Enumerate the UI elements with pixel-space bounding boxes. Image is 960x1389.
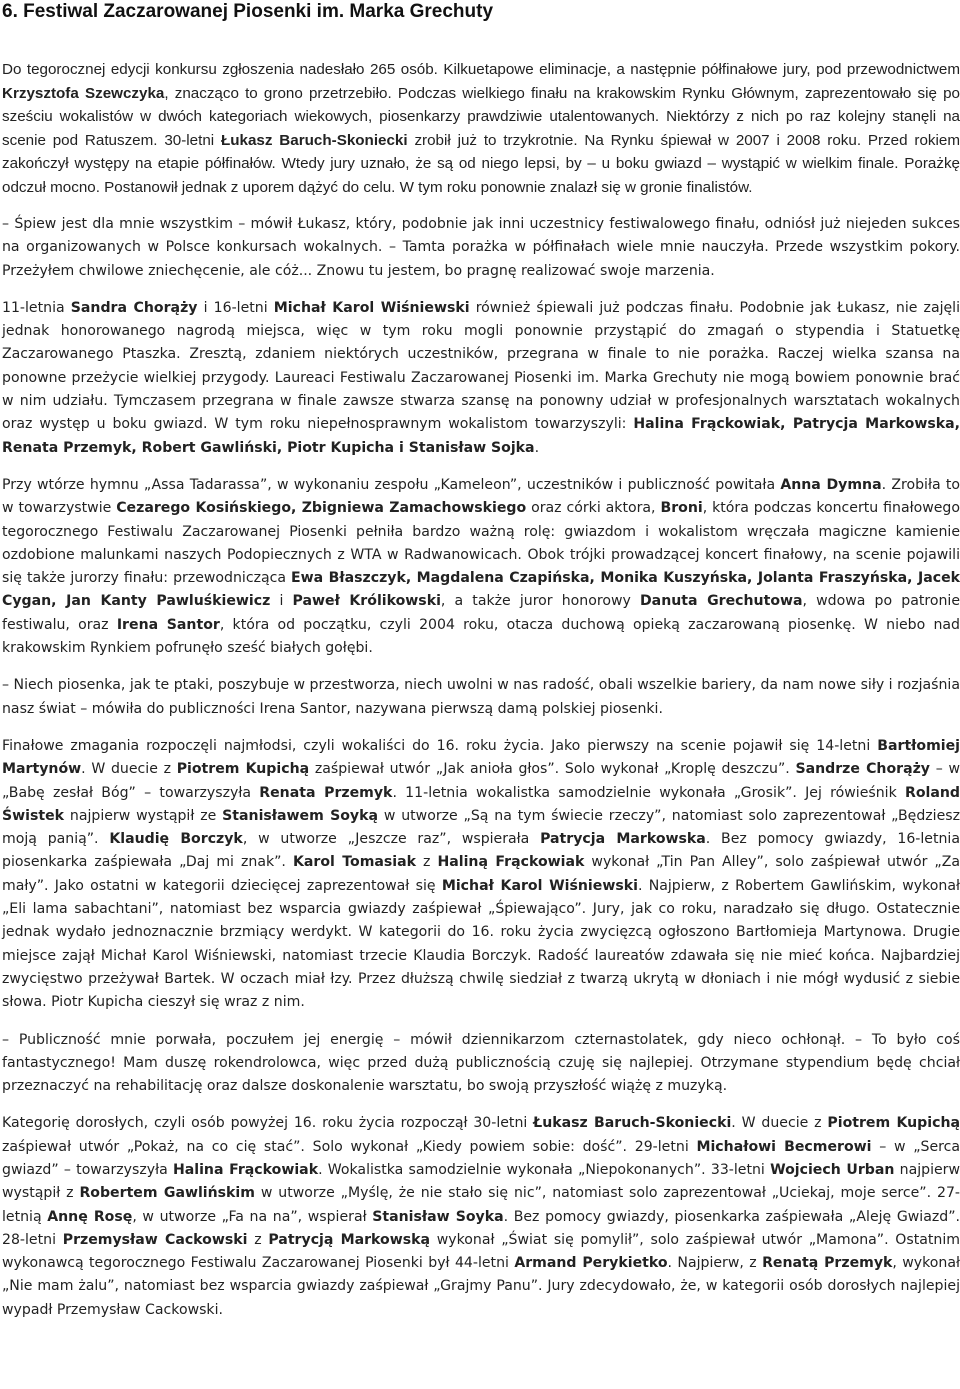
text-run: Kategorię dorosłych, czyli osób powyżej 16. roku życia rozpoczął 30-letni: [2, 1115, 534, 1132]
text-run: – w „Serca gwiazd” – towarzyszyła: [2, 1138, 960, 1178]
text-run: . Najpierw, z Robertem Gawlińskim, wykonał „Eli lama sabachtani”, natomiast bez wsparcia gwiazdy zaśpiewał „Śpiewająco”. Jury, jak co roku, naradzało się długo. Ostatecznie jednak wydało jednoznacznie brzmiący werdykt. W kategorii do 16. roku życia zwycięzcą ogłoszono Bartłomieja Martynowa. Drugie miejsce zajął Michał Karol Wiśniewski, natomiast trzecie Klaudia Borczyk. Radość laureatów zdawała się nie mieć końca. Najbardziej zwycięstwo przeżywał Bartek. W oczach miał łzy. Przez dłuższą chwilę siedział z twarzą ukrytą w dłoniach i nie mógł wydusić z siebie słowa. Piotr Kupicha cieszył się wraz z nim.: [2, 877, 960, 1011]
bold-name: Broni: [660, 500, 703, 517]
paragraph: [2, 1029, 960, 1099]
text-run: . Najpierw, z: [667, 1255, 763, 1272]
paragraph: [2, 674, 960, 721]
text-run: , wdowa po patronie festiwalu, oraz: [2, 593, 960, 633]
text-run: 11-letnia: [2, 299, 71, 316]
bold-name: Renatą Przemyk: [762, 1255, 893, 1272]
text-run: , w utworze „Jeszcze raz”, wspierała: [242, 831, 541, 848]
bold-name: Stanisławem Soyką: [222, 807, 378, 824]
bold-name: Roland Świstek: [2, 784, 960, 824]
text-run: z: [416, 854, 438, 871]
text-run: . Zrobiła to w towarzystwie: [2, 476, 960, 517]
text-run: najpierw wystąpił ze: [64, 807, 223, 824]
bold-name: Robertem Gawlińskim: [79, 1185, 255, 1202]
bold-name: Halina Frąckowiak: [172, 1161, 319, 1178]
text-run: i: [270, 593, 293, 610]
bold-name: Anna Dymna: [780, 476, 882, 493]
text-run: .: [534, 439, 540, 456]
bold-name: Cezarego Kosińskiego, Zbigniewa Zamachowskiego: [116, 500, 527, 517]
text-run: . W duecie z: [731, 1115, 828, 1132]
text-run: zrobił już to trzykrotnie. Na Rynku śpiewał w 2007 i 2008 roku. Przed rokiem zakończył występy na etapie półfinałów. Wtedy jury uznało, że są od niego lepsi, by – u boku gwiazd – wystąpić w wielkim finale. Porażkę odczuł mocno. Postanowił jednak z uporem dążyć do celu. W tym roku ponownie znalazł się w gronie finalistów.: [2, 131, 960, 196]
text-run: , w utworze „Fa na na”, wspierał: [132, 1208, 373, 1225]
text-run: – Śpiew jest dla mnie wszystkim – mówił Łukasz, który, podobnie jak inni uczestnicy festiwalowego finału, odniósł już niejeden sukces na organizowanych w Polsce konkursach wokalnych. – Tamta porażka w półfinałach wiele mnie nauczyła. Przede wszystkim pokory. Przeżyłem chwilowe zniechęcenie, ale cóż... Znowu tu jestem, bo pragnę realizować swoje marzenia.: [2, 216, 960, 279]
bold-name: Klaudię Borczyk: [109, 831, 243, 848]
paragraph: [2, 213, 960, 283]
text-run: w utworze „Myślę, że nie stało się nic”, natomiast solo zaprezentował „Uciekaj, moje serce”. 27-letnią: [2, 1185, 960, 1225]
bold-name: Armand Perykietko: [514, 1255, 668, 1272]
bold-name: Danuta Grechutowa: [639, 593, 803, 610]
bold-name: Annę Rosę: [47, 1208, 133, 1225]
bold-name: Piotrem Kupichą: [827, 1115, 960, 1132]
bold-name: Ewa Błaszczyk, Magdalena Czapińska, Monika Kuszyńska, Jolanta Fraszyńska, Jacek Cygan, Jan Kanty Pawluśkiewicz: [2, 570, 960, 610]
paragraph: [2, 735, 960, 1015]
bold-name: Renata Przemyk: [259, 784, 393, 801]
bold-name: Wojciech Urban: [770, 1161, 895, 1178]
text-run: z: [247, 1231, 269, 1248]
bold-name: Paweł Królikowski: [292, 593, 441, 610]
article-body: [2, 58, 960, 1322]
bold-name: Łukasz Baruch-Skoniecki: [220, 131, 408, 149]
paragraph: [2, 1112, 960, 1322]
bold-name: Sandra Chorąży: [70, 299, 198, 316]
bold-name: Michałowi Becmerowi: [696, 1138, 872, 1155]
bold-name: Haliną Frąckowiak: [437, 854, 585, 871]
text-run: , która podczas koncertu finałowego tegorocznego Festiwalu Zaczarowanej Piosenki pełniła bardzo ważną rolę: gwiazdom i wokalistom wręczała magiczne kamienie ozdobione malunkami naszych Podopiecznych z WTA w Radwanowicach. Obok trójki prowadzącej koncert finałowy, na scenie pojawili się także jurorzy finału: przewodnicząca: [2, 500, 960, 587]
text-run: – Publiczność mnie porwała, poczułem jej energię – mówił dziennikarzom czternastolatek, gdy nieco ochłonął. – To było coś fantastycznego! Mam duszę rokendrolowca, więc przed dużą publicznością czuję się najlepiej. Otrzymane stypendium będę chciał przeznaczyć na rehabilitację oraz dalsze doskonalenie warsztatu, bo swoją przyszłość wiążę z muzyką.: [2, 1031, 960, 1095]
text-run: zaśpiewał utwór „Pokaż, na co cię stać”. Solo wykonał „Kiedy powiem sobie: dość”. 29-letni: [2, 1138, 697, 1155]
bold-name: Piotrem Kupichą: [176, 761, 310, 778]
text-run: zaśpiewał utwór „Jak anioła głos”. Solo wykonał „Kroplę deszczu”.: [309, 761, 796, 778]
bold-name: Michał Karol Wiśniewski: [441, 877, 638, 894]
bold-name: Irena Santor: [116, 616, 220, 633]
text-run: , która od początku, czyli 2004 roku, otacza duchową opieką zaczarowaną piosenkę. W niebo nad krakowskim Rynkiem pofrunęło sześć białych gołębi.: [2, 616, 960, 657]
bold-name: Patrycją Markowską: [268, 1231, 431, 1248]
article-title: 6. Festiwal Zaczarowanej Piosenki im. Marka Grechuty: [2, 1, 494, 22]
bold-name: Przemysław Cackowski: [62, 1231, 248, 1248]
paragraph: [2, 58, 960, 199]
text-run: Przy wtórze hymnu „Assa Tadarassa”, w wykonaniu zespołu „Kameleon”, uczestników i publiczność powitała: [2, 476, 781, 493]
bold-name: Sandrze Chorąży: [795, 761, 930, 778]
bold-name: Stanisław Soyka: [372, 1208, 504, 1225]
text-run: wykonał „Świat się pomylił”, solo zaśpiewał utwór „Mamona”. Ostatnim wykonawcą tegorocznego Festiwalu Zaczarowanej Piosenki był 44-letni: [2, 1231, 960, 1272]
bold-name: Halina Frąckowiak, Patrycja Markowska, Renata Przemyk, Robert Gawliński, Piotr Kupicha i Stanisław Sojka: [2, 416, 960, 456]
bold-name: Michał Karol Wiśniewski: [273, 299, 470, 316]
text-run: Do tegorocznej edycji konkursu zgłoszenia nadesłało 265 osób. Kilkuetapowe eliminacje, a następnie półfinałowe jury, pod przewodnictwem: [2, 61, 960, 78]
text-run: , wykonał „Nie mam żalu”, natomiast bez wsparcia gwiazdy zaśpiewał „Grajmy Panu”. Jury zdecydowało, że, w kategorii osób dorosłych najlepiej wypadł Przemysław Cackowski.: [2, 1255, 960, 1318]
text-run: . Wokalistka samodzielnie wykonała „Niepokonanych”. 33-letni: [318, 1161, 771, 1178]
text-run: . Bez pomocy gwiazdy, 16-letnia piosenkarka zaśpiewała „Daj mi znak”.: [2, 831, 960, 871]
text-run: . 11-letnia wokalistka samodzielnie wykonała „Grosik”. Jej rówieśnik: [392, 784, 905, 801]
text-run: Podczas wielkiego finału na krakowskim Rynku Głównym, zaprezentowało się po sześciu wokalistów w dwóch kategoriach wiekowych, piosenkarzy prawdziwie utalentowanych. Niektórzy z nich po raz kolejny stanęli na scenie pod Ratuszem. 30-letni: [2, 84, 960, 149]
text-run: oraz córki aktora,: [526, 500, 661, 517]
bold-name: Krzysztofa Szewczyka: [2, 84, 165, 102]
text-run: Finałowe zmagania rozpoczęli najmłodsi, czyli wokaliści do 16. roku życia. Jako pierwszy na scenie pojawił się 14-letni: [2, 737, 878, 754]
text-run: . W duecie z: [81, 761, 177, 778]
text-run: , znacząco to grono przetrzebiło.: [164, 84, 398, 102]
text-run: , a także juror honorowy: [440, 593, 640, 610]
text-run: – w „Babę zesłał Bóg” – towarzyszyła: [2, 761, 960, 801]
text-run: i 16-letni: [197, 299, 274, 316]
bold-name: Patrycja Markowska: [540, 831, 706, 848]
bold-name: Karol Tomasiak: [292, 854, 417, 871]
text-run: najpierw wystąpił z: [2, 1161, 960, 1202]
text-run: również śpiewali już podczas finału. Podobnie jak Łukasz, nie zajęli jednak honorowanego nagrodą miejsca, więc w tym roku mogli ponownie przystąpić do zmagań o stypendia i Statuetkę Zaczarowanego Ptaszka. Zresztą, zdaniem niektórych uczestników, przegrana w finale to nie porażka. Raczej wielka szansa na ponowne przeżycie wielkiej przygody. Laureaci Festiwalu Zaczarowanej Piosenki im. Marka Grechuty nie mogą bowiem ponownie brać w nim udziału. Tymczasem przegrana w finale zawsze stwarza szansę na ponowny udział w profesjonalnych warsztatach wokalnych oraz występ u boku gwiazd. W tym roku niepełnosprawnym wokalistom towarzyszyli:: [2, 299, 960, 433]
text-run: – Niech piosenka, jak te ptaki, poszybuje w przestworza, niech uwolni w nas radość, obali wszelkie bariery, da nam nowe siły i rozjaśnia nasz świat – mówiła do publiczności Irena Santor, nazywana pierwszą damą polskiej piosenki.: [2, 677, 960, 717]
bold-name: Łukasz Baruch-Skoniecki: [533, 1115, 732, 1132]
bold-name: Bartłomiej Martynów: [2, 737, 960, 778]
text-run: . Bez pomocy gwiazdy, piosenkarka zaśpiewała „Aleję Gwiazd”. 28-letni: [2, 1208, 960, 1248]
paragraph: [2, 297, 960, 460]
text-run: wykonał „Tin Pan Alley”, solo zaśpiewał utwór „Za mały”. Jako ostatni w kategorii dziecięcej zaprezentował się: [2, 854, 960, 894]
text-run: w utworze „Są na tym świecie rzeczy”, natomiast solo zaprezentował „Będziesz moją panią”.: [2, 807, 960, 848]
paragraph: [2, 474, 960, 660]
